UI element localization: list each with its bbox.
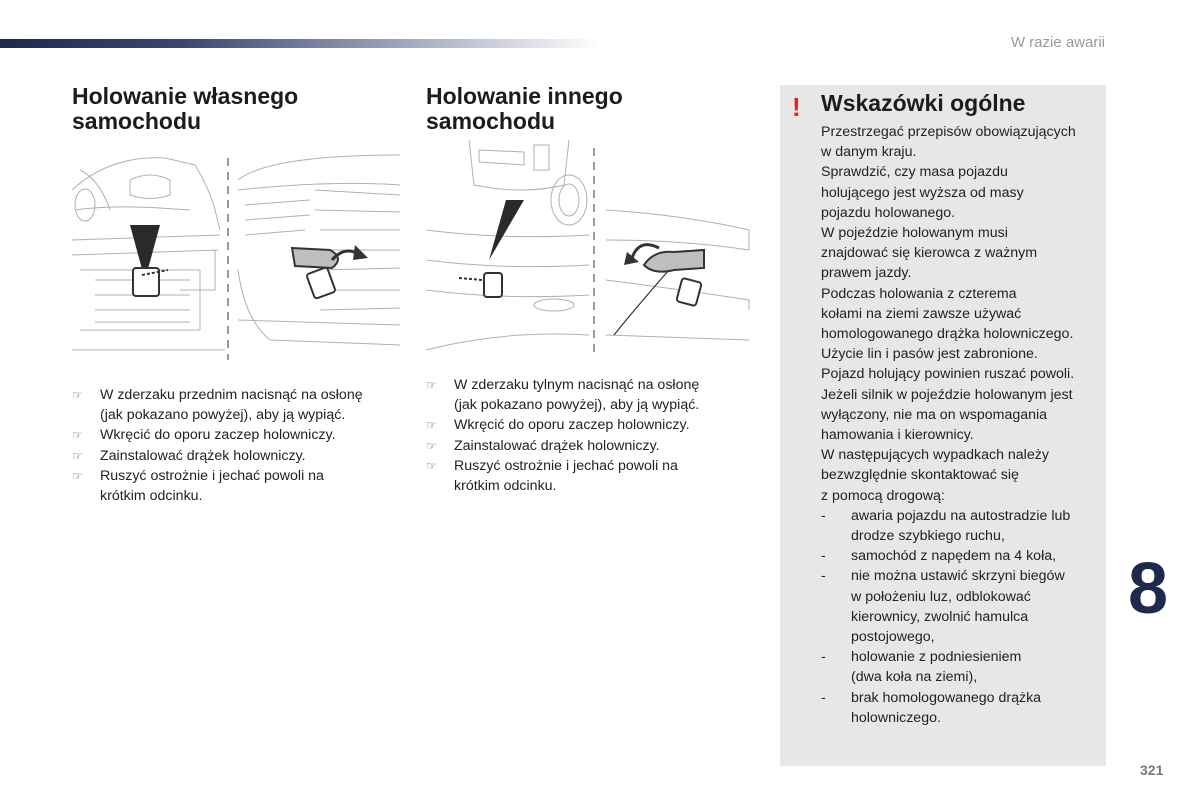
list-item: - samochód z napędem na 4 koła, (821, 548, 1057, 565)
column2-title (426, 84, 623, 134)
list-item: - awaria pojazdu na autostradzie lub drodze szybkiego ruchu, (821, 507, 1071, 545)
panel-line: holującego jest wyższa od masy (821, 184, 1024, 201)
panel-line: Pojazd holujący powinien ruszać powoli. (821, 366, 1075, 383)
section-title: W razie awarii (1010, 34, 1105, 51)
panel-line: Przestrzegać przepisów obowiązujących (821, 124, 1076, 140)
list-item: ☞ Ruszyć ostrożnie i jechać powoli na krótkim odcinku. (426, 457, 678, 495)
panel-line: z pomocą drogową: (821, 487, 945, 504)
pointing-hand-icon: ☞ (72, 468, 83, 483)
panel-line: Jeżeli silnik w pojeździe holowanym jest (821, 386, 1073, 403)
front-towing-illustration (70, 150, 400, 365)
panel-line: homologowanego drążka holowniczego. (821, 326, 1074, 343)
pointing-hand-icon: ☞ (72, 428, 83, 443)
list-item: ☞ W zderzaku tylnym nacisnąć na osłonę (jak pokazano powyżej), aby ją wypiąć. (426, 377, 700, 414)
list-item: ☞ Ruszyć ostrożnie i jechać powoli na krótkim odcinku. (72, 467, 324, 505)
pointing-hand-icon: ☞ (426, 438, 437, 453)
panel-line: kołami na ziemi zawsze używać (821, 305, 1022, 322)
panel-title: Wskazówki ogólne (821, 90, 1026, 116)
pointing-hand-icon: ☞ (426, 418, 437, 433)
list-item: - holowanie z podniesieniem (dwa koła na ziemi), (821, 649, 1022, 686)
panel-line: W następujących wypadkach należy (821, 447, 1049, 464)
panel-body (821, 122, 1103, 728)
panel-line: bezwzględnie skontaktować się (821, 467, 1019, 484)
exclamation-icon: ! (792, 92, 801, 122)
column1-title (72, 84, 298, 134)
panel-line: pojazdu holowanego. (821, 204, 956, 221)
list-item: ☞ Wkręcić do oporu zaczep holowniczy. (426, 415, 756, 435)
top-gradient-bar (0, 39, 600, 48)
panel-line: W pojeździe holowanym musi (821, 225, 1008, 242)
panel-line: Sprawdzić, czy masa pojazdu (821, 164, 1008, 181)
list-item: - brak homologowanego drążka holowniczego. (821, 689, 1042, 726)
panel-line: w danym kraju. (821, 144, 917, 161)
list-item: ☞ Zainstalować drążek holowniczy. (72, 446, 402, 466)
panel-line: wyłączony, nie ma on wspomagania (821, 406, 1048, 423)
chapter-number: 8 (1128, 549, 1169, 629)
column2-steps (426, 375, 756, 496)
list-item: ☞ Zainstalować drążek holowniczy. (426, 436, 756, 456)
column2-title-line2: samochodu (426, 108, 556, 134)
assistance-cases-list (821, 506, 1103, 728)
pointing-hand-icon: ☞ (72, 388, 83, 402)
panel-line: Podczas holowania z czterema (821, 285, 1017, 302)
list-item: ☞ Wkręcić do oporu zaczep holowniczy. (72, 425, 402, 445)
list-item: ☞ W zderzaku przednim nacisnąć na osłonę (jak pokazano powyżej), aby ją wypiąć. (72, 387, 363, 424)
panel-line: znajdować się kierowca z ważnym (821, 245, 1038, 262)
column1-steps (72, 385, 402, 506)
column1-title-line2: samochodu (72, 108, 202, 134)
column2-title-line1: Holowanie innego (426, 83, 623, 109)
rear-towing-illustration (424, 140, 754, 360)
column1-title-line1: Holowanie własnego (72, 83, 299, 109)
list-item: - nie można ustawić skrzyni biegów w położeniu luz, odblokować kierownicy, zwolnić hamulca postojowego, (821, 568, 1065, 646)
panel-line: hamowania i kierownicy. (821, 427, 974, 444)
pointing-hand-icon: ☞ (426, 458, 437, 473)
panel-line: Użycie lin i pasów jest zabronione. (821, 346, 1038, 363)
panel-line: prawem jazdy. (821, 265, 912, 282)
page-number: 321 (1140, 762, 1164, 778)
pointing-hand-icon: ☞ (426, 378, 437, 392)
pointing-hand-icon: ☞ (72, 448, 83, 463)
